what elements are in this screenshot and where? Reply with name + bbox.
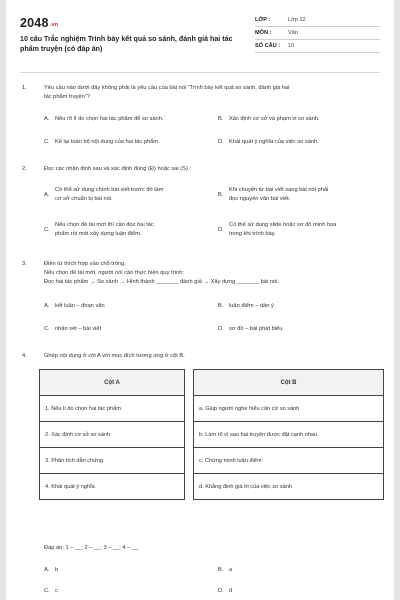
option-text: Nêu rõ lí do chọn hai tác phẩm để so sánh. [55,116,164,122]
question-number: 2. [22,166,27,172]
column-a-item: 3. Phân tích dẫn chứng [40,448,185,474]
answer-line: Đáp án: 1 – __; 2 – __; 3 – __; 4 – __ [44,545,139,551]
question-number: 4. [22,353,27,359]
option-key: A. [44,303,50,309]
column-a-header: Cột A [40,370,185,396]
option-text-line: Nếu chọn đề tài mới thì cần đọc hai tác [55,222,154,228]
meta-row-count [255,40,380,53]
option-text: luận điểm – dàn ý [229,303,274,309]
question-text [44,84,369,102]
meta-row-subject [255,27,380,40]
option-text: nhận xét – bài viết [55,326,102,332]
option-text-line: Khi chuyển từ bài viết sang bài nói phải [229,187,329,193]
option-text: d [229,588,233,594]
column-b-item: c. Chứng minh luận điểm [194,448,384,474]
column-b-item: b. Làm rõ vì sao hai truyện được đặt cạnh nhau [194,422,384,448]
meta-label: SỐ CÂU : [255,43,281,49]
option-key: D. [218,326,224,332]
column-b-item: d. Khẳng định giá trị của việc so sánh [194,474,384,500]
option-text: Khái quát ý nghĩa của việc so sánh. [229,139,319,145]
option-key: C. [44,139,50,145]
option-text: b [55,567,59,573]
option-key: B. [218,567,224,573]
option-key: D. [218,139,224,145]
option-text: a [229,567,233,573]
document-title: 10 câu Trắc nghiệm Trình bày kết quả so sánh, đánh giá hai tác phẩm truyện (có đáp án) [20,35,233,53]
meta-block [255,14,380,53]
option-text-line: Có thể sử dụng slide hoặc sơ đồ minh họa [229,222,337,228]
meta-value: 10 [288,43,295,49]
meta-value: Văn [288,30,298,36]
question-number: 1. [22,85,27,91]
option-key: C. [44,588,50,594]
column-a-item: 2. Xác định cơ sở so sánh [40,422,185,448]
logo-suffix: .vn [49,22,59,28]
option-text-line: cơ sở chuẩn bị bài nói. [55,196,113,202]
question-number: 3. [22,261,27,267]
option-key: A. [44,192,50,198]
option-key: A. [44,567,50,573]
question-text-line: Yêu cầu nào dưới đây không phải là yêu cầu của bài nói “Trình bày kết quả so sánh, đánh giá hai [44,85,290,91]
option-text: Xác định cơ sở và phạm vi so sánh. [229,116,320,122]
option-text: c [55,588,58,594]
option-key: A. [44,116,50,122]
site-logo[interactable] [20,16,58,30]
option-key: C. [44,326,50,332]
option-text [229,221,369,239]
question-text-line: Đọc hai tác phẩm → So sánh → Hình thành _______ đánh giá → Xây dựng _______ bài nói. [44,279,279,285]
question-text: Ghép nội dung ở cột A với mục đích tương ứng ở cột B. [44,353,185,359]
question-text-line: tác phẩm truyện”? [44,94,90,100]
meta-label: MÔN : [255,30,272,36]
meta-label: LỚP : [255,17,271,23]
question-text-line: Điền từ thích hợp vào chỗ trống. [44,261,126,267]
column-a-item: 4. Khái quát ý nghĩa [40,474,185,500]
meta-value: Lớp 12 [288,17,306,23]
option-key: B. [218,116,224,122]
option-key: B. [218,192,224,198]
option-key: C. [44,227,50,233]
header-divider [20,72,380,73]
meta-row-class [255,14,380,27]
column-b-header: Cột B [194,370,384,396]
question-text [44,260,369,287]
option-key: D. [218,227,224,233]
option-text-line: phẩm rồi mới xây dựng luận điểm. [55,231,142,237]
question-text-line: Nếu chọn đề tài mới, người nói cần thực hiện quy trình: [44,270,184,276]
column-a-table [39,369,185,500]
option-text-line: trong khi trình bày. [229,231,276,237]
option-text: kết luận – đoạn văn [55,303,105,309]
column-b-table [193,369,384,500]
column-b-item: a. Giúp người nghe hiểu căn cứ so sánh [194,396,384,422]
option-text-line: Có thể sử dụng chính bài viết trước đó làm [55,187,164,193]
option-key: B. [218,303,224,309]
column-a-item: 1. Nêu lí do chọn hai tác phẩm [40,396,185,422]
document-page [6,0,394,600]
logo-text: 2048 [20,16,49,30]
option-text: Kể lại toàn bộ nội dung của hai tác phẩm. [55,139,160,145]
option-text [55,186,173,204]
option-text [229,186,369,204]
option-text: sơ đồ – bài phát biểu [229,326,283,332]
question-text: Đọc các nhận định sau và xác định đúng (Đ) hoặc sai (S) : [44,166,192,172]
option-text [55,221,173,239]
option-text-line: đọc nguyên văn bài viết. [229,196,291,202]
option-key: D. [218,588,224,594]
